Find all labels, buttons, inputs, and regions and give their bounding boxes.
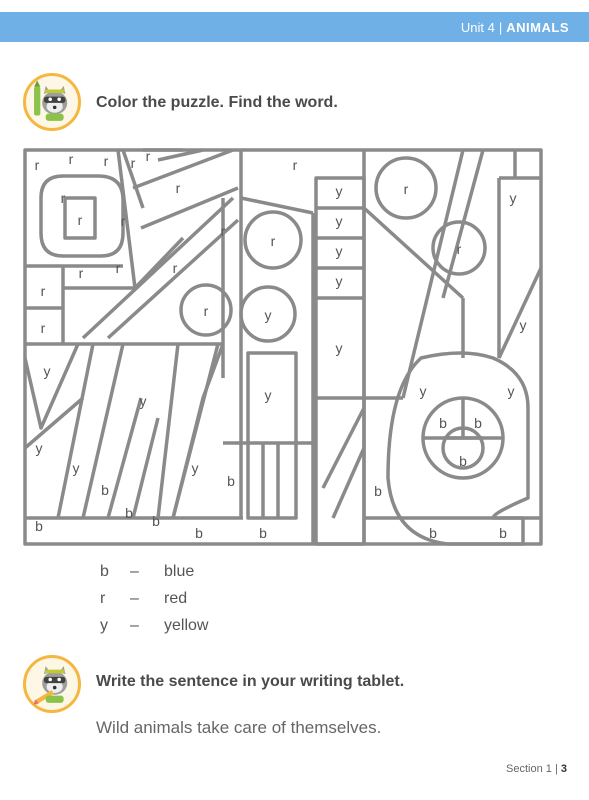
puzzle-label: r [172, 260, 178, 276]
section-label: Section 1 [506, 763, 552, 775]
puzzle-label: b [499, 525, 507, 541]
puzzle-label: b [227, 473, 235, 489]
puzzle-label: y [264, 307, 272, 323]
puzzle-label: b [459, 453, 467, 469]
puzzle-label: y [264, 387, 272, 403]
key-letter: b [100, 563, 109, 580]
puzzle-label: b [125, 505, 133, 521]
topic-label: ANIMALS [506, 20, 569, 35]
puzzle-label: r [270, 233, 276, 249]
activity-instruction-writing: Write the sentence in your writing tablet. [96, 673, 405, 690]
puzzle-label: b [195, 525, 203, 541]
page-number: 3 [560, 763, 567, 775]
activity-instruction: Color the puzzle. Find the word. [96, 94, 338, 111]
unit-label: Unit 4 [460, 20, 495, 35]
color-key [100, 563, 208, 644]
raccoon-crayon-icon [23, 73, 81, 131]
puzzle-label: b [439, 415, 447, 431]
key-row-blue [100, 563, 208, 590]
puzzle-label: y [509, 190, 517, 206]
header-bar [0, 12, 589, 42]
key-row-yellow [100, 617, 208, 644]
key-color-name: yellow [164, 617, 209, 634]
header-separator: | [498, 20, 503, 35]
puzzle-label: r [203, 303, 209, 319]
puzzle-label: r [403, 181, 409, 197]
puzzle-label: r [34, 157, 40, 173]
puzzle-label: r [78, 265, 84, 281]
puzzle-label: r [130, 155, 136, 171]
puzzle-label: b [259, 525, 267, 541]
key-row-red [100, 590, 208, 617]
key-letter: r [100, 590, 106, 607]
puzzle-label: r [77, 212, 83, 228]
puzzle-label: r [120, 213, 126, 229]
puzzle-label: y [335, 340, 343, 356]
key-dash: – [130, 590, 139, 607]
puzzle-label: y [43, 363, 51, 379]
puzzle-label: r [220, 223, 226, 239]
puzzle-label: r [60, 190, 66, 206]
copy-sentence: Wild animals take care of themselves. [96, 718, 382, 737]
puzzle-label: y [72, 460, 80, 476]
header-title [461, 20, 569, 35]
puzzle-label: b [374, 483, 382, 499]
key-color-name: red [164, 590, 188, 607]
puzzle-label: b [101, 482, 109, 498]
footer-separator: | [554, 763, 558, 775]
puzzle-label: r [115, 260, 121, 276]
puzzle-label: y [191, 460, 199, 476]
key-color-name: blue [164, 563, 195, 580]
puzzle-label: y [335, 243, 343, 259]
puzzle-label: r [175, 180, 181, 196]
puzzle-label: r [292, 157, 298, 173]
puzzle-label: r [456, 241, 462, 257]
puzzle-label: r [40, 283, 46, 299]
key-dash: – [130, 563, 139, 580]
puzzle-label: r [145, 148, 151, 164]
puzzle-label: b [35, 518, 43, 534]
puzzle-label: y [335, 273, 343, 289]
puzzle-label: r [68, 151, 74, 167]
puzzle-label: y [507, 383, 515, 399]
puzzle-label: b [474, 415, 482, 431]
puzzle-label: r [40, 320, 46, 336]
puzzle-label: y [139, 393, 147, 409]
puzzle-label: y [335, 183, 343, 199]
puzzle-label: y [519, 317, 527, 333]
puzzle-label: y [419, 383, 427, 399]
puzzle-label: r [103, 153, 109, 169]
raccoon-pencil-icon [23, 655, 81, 713]
color-by-letter-puzzle [23, 148, 543, 546]
key-dash: – [130, 617, 139, 634]
key-letter: y [100, 617, 108, 634]
puzzle-label: b [152, 513, 160, 529]
puzzle-label: y [335, 213, 343, 229]
puzzle-label: y [35, 440, 43, 456]
page-footer [506, 763, 567, 775]
puzzle-label: b [429, 525, 437, 541]
